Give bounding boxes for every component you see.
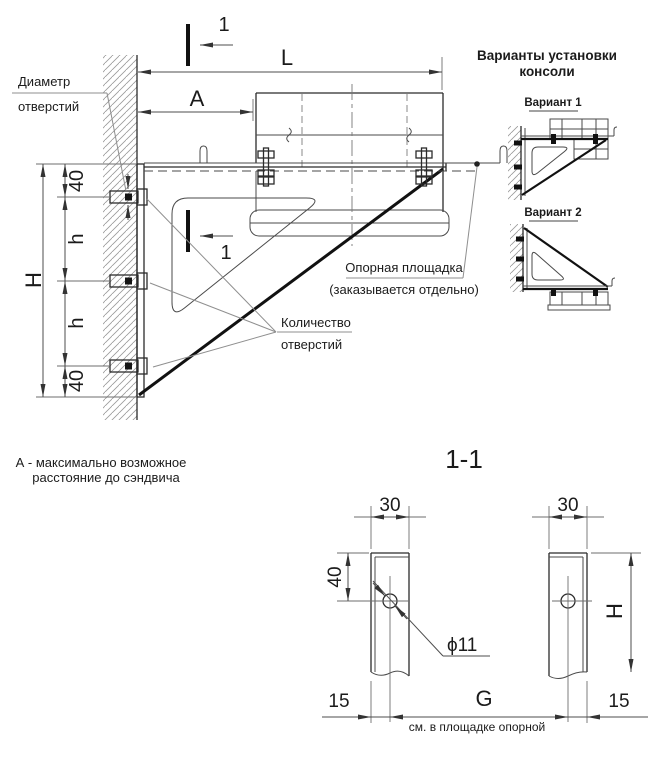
- dim-H-label: H: [21, 272, 46, 288]
- platform-label-2: (заказывается отдельно): [329, 282, 479, 297]
- platform-hook-right: [500, 146, 507, 163]
- variants-heading-2: консоли: [519, 64, 575, 79]
- dim-40-section: [325, 553, 369, 601]
- section-right-plate: [549, 553, 592, 722]
- hole-diameter-label-2: отверстий: [18, 99, 80, 114]
- bracket-cutout: [172, 198, 315, 312]
- variant1-drawing: [508, 119, 617, 200]
- callout-phi11: [373, 581, 490, 656]
- dim-H-section-label: H: [602, 603, 627, 619]
- dim-L-label: L: [280, 45, 294, 70]
- note-max-distance: [16, 455, 187, 485]
- variants-heading-1: Варианты установки: [477, 48, 617, 63]
- dim-h-lower-label: h: [66, 317, 88, 329]
- dim-phi11-label: ϕ11: [447, 635, 478, 656]
- variant2-drawing: [510, 224, 615, 310]
- section-cut-label-inner: 1: [220, 242, 232, 264]
- dim-40-section-label: 40: [325, 566, 346, 588]
- dim-15-left-label: 15: [328, 691, 350, 712]
- platform-hook-left: [200, 146, 207, 163]
- dim-40-top-label: 40: [66, 169, 88, 193]
- dim-A-label: A: [189, 86, 205, 111]
- main-view: [12, 14, 507, 485]
- dim-H-section: [591, 553, 641, 672]
- variant2-label: Вариант 2: [524, 207, 582, 219]
- dim-h-upper-label: h: [66, 233, 88, 245]
- variant1-label: Вариант 1: [524, 97, 582, 109]
- holes-count-label-1: Количество: [281, 315, 351, 330]
- dim-bottom-row: [322, 681, 648, 734]
- hole-diameter-label-1: Диаметр: [18, 74, 71, 89]
- sandwich-pipe: [250, 84, 449, 246]
- dim-G-label: G: [475, 686, 493, 711]
- variants-panel: [477, 48, 617, 310]
- dim-A: [138, 86, 253, 121]
- bottom-note-label: см. в площадке опорной: [408, 720, 546, 734]
- dim-L: [138, 45, 442, 90]
- dim-30-left-label: 30: [379, 495, 401, 516]
- dim-30-right: [532, 495, 604, 549]
- section-cut-mark-inner: [188, 210, 233, 264]
- dim-30-left: [354, 495, 426, 549]
- section-cut-label-top: 1: [218, 14, 230, 36]
- note-line-2: расстояние до сэндвича: [32, 470, 180, 485]
- platform-label-1: Опорная площадка: [345, 260, 463, 275]
- dim-40-bottom-label: 40: [66, 369, 88, 393]
- leader-dot: [474, 161, 480, 167]
- section-view: [322, 444, 648, 734]
- section-title: 1-1: [445, 444, 483, 474]
- section-cut-mark-top: [188, 14, 233, 66]
- dim-15-right-label: 15: [608, 691, 630, 712]
- note-line-1: А - максимально возможное: [15, 455, 187, 470]
- holes-count-label-2: отверстий: [281, 337, 343, 352]
- dim-30-right-label: 30: [557, 495, 579, 516]
- console-bracket: [137, 163, 446, 397]
